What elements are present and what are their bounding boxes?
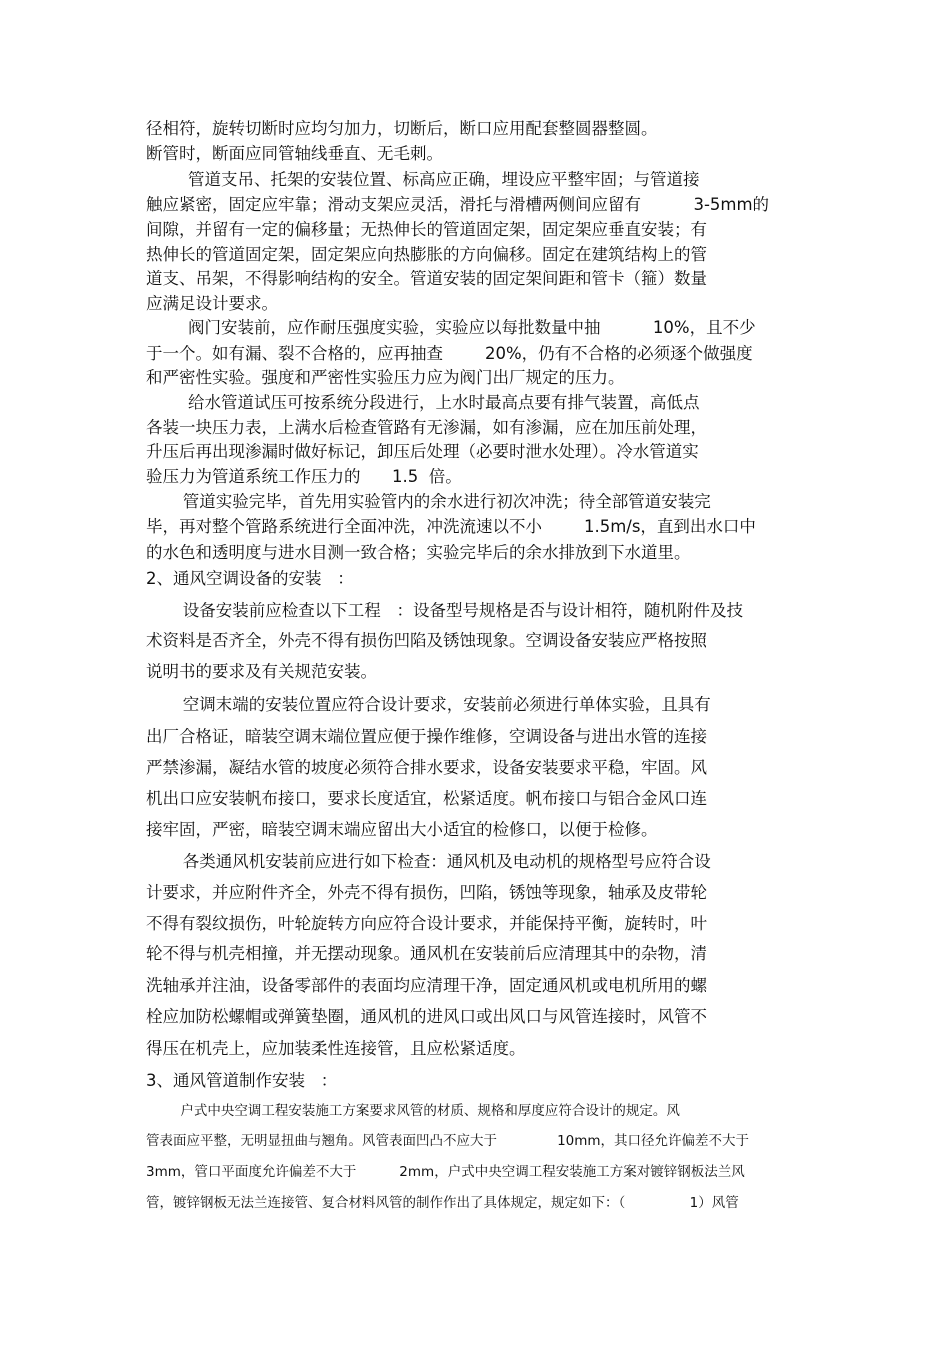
- text-line: 的水色和透明度与进水目测一致合格；实验完毕后的余水排放到下水道里。: [146, 543, 691, 562]
- text-line: 接牢固，严密，暗装空调末端应留出大小适宜的检修口，以便于检修。: [146, 820, 658, 839]
- text-line: 热伸长的管道固定架，固定架应向热膨胀的方向偏移。固定在建筑结构上的管: [146, 245, 707, 264]
- text-line: 轮不得与机壳相撞，并无摆动现象。通风机在安装前后应清理其中的杂物，清: [146, 944, 707, 963]
- text-line: 管道支吊、托架的安装位置、标高应正确，埋设应平整牢固；与管道接: [146, 170, 700, 189]
- text-line: 不得有裂纹损伤，叶轮旋转方向应符合设计要求，并能保持平衡，旋转时，叶: [146, 914, 707, 933]
- text-line: 洗轴承并注油，设备零部件的表面均应清理干净，固定通风机或电机所用的螺: [146, 976, 707, 995]
- text-line: 径相符，旋转切断时应均匀加力，切断后，断口应用配套整圆器整圆。: [146, 119, 658, 138]
- text-line: 严禁渗漏，凝结水管的坡度必须符合排水要求，设备安装要求平稳，牢固。风: [146, 758, 707, 777]
- text-line: 计要求，并应附件齐全，外壳不得有损伤，凹陷，锈蚀等现象，轴承及皮带轮: [146, 883, 707, 902]
- text-line: 栓应加防松螺帽或弹簧垫圈，通风机的进风口或出风口与风管连接时，风管不: [146, 1007, 707, 1026]
- text-line: 阀门安装前，应作耐压强度实验，实验应以每批数量中抽 10%，且不少: [146, 318, 756, 337]
- text-line: 各类通风机安装前应进行如下检查：通风机及电动机的规格型号应符合设: [146, 852, 711, 871]
- text-line: 于一个。如有漏、裂不合格的，应再抽查 20%，仍有不合格的必须逐个做强度: [146, 344, 753, 363]
- text-line: 3mm，管口平面度允许偏差不大于 2mm，户式中央空调工程安装施工方案对镀锌钢板法兰风: [146, 1164, 745, 1180]
- text-line: 机出口应安装帆布接口，要求长度适宜，松紧适度。帆布接口与铝合金风口连: [146, 789, 707, 808]
- text-line: 给水管道试压可按系统分段进行，上水时最高点要有排气装置，高低点: [146, 393, 700, 412]
- text-line: 得压在机壳上，应加装柔性连接管，且应松紧适度。: [146, 1039, 526, 1058]
- text-line: 触应紧密，固定应牢靠；滑动支架应灵活，滑托与滑槽两侧间应留有 3-5mm的: [146, 195, 770, 214]
- text-line: 毕，再对整个管路系统进行全面冲洗，冲洗流速以不小 1.5m/s，直到出水口中: [146, 517, 756, 536]
- text-line: 空调末端的安装位置应符合设计要求，安装前必须进行单体实验，且具有: [146, 695, 711, 714]
- section-heading: 3、通风管道制作安装 ：: [146, 1071, 338, 1090]
- text-line: 各装一块压力表，上满水后检查管路有无渗漏，如有渗漏，应在加压前处理，: [146, 418, 707, 437]
- text-line: 断管时，断面应同管轴线垂直、无毛刺。: [146, 144, 443, 163]
- text-line: 管道实验完毕，首先用实验管内的余水进行初次冲洗；待全部管道安装完: [146, 492, 711, 511]
- section-heading: 2、通风空调设备的安装 ：: [146, 569, 354, 588]
- text-line: 出厂合格证，暗装空调末端位置应便于操作维修，空调设备与进出水管的连接: [146, 727, 707, 746]
- text-line: 应满足设计要求。: [146, 294, 278, 313]
- text-line: 管，镀锌钢板无法兰连接管、复合材料风管的制作作出了具体规定，规定如下：（ 1）风管: [146, 1195, 739, 1211]
- text-line: 和严密性实验。强度和严密性实验压力应为阀门出厂规定的压力。: [146, 368, 625, 387]
- text-line: 术资料是否齐全，外壳不得有损伤凹陷及锈蚀现象。空调设备安装应严格按照: [146, 631, 707, 650]
- text-line: 说明书的要求及有关规范安装。: [146, 662, 377, 681]
- text-line: 道支、吊架，不得影响结构的安全。管道安装的固定架间距和管卡（箍）数量: [146, 269, 707, 288]
- text-line: 升压后再出现渗漏时做好标记，卸压后处理（必要时泄水处理）。冷水管道实: [146, 442, 699, 461]
- text-line: 验压力为管道系统工作压力的 1.5 倍。: [146, 467, 462, 486]
- text-line: 管表面应平整，无明显扭曲与翘角。风管表面凹凸不应大于 10mm，其口径允许偏差不大于: [146, 1133, 750, 1149]
- text-line: 设备安装前应检查以下工程 ：设备型号规格是否与设计相符，随机附件及技: [146, 601, 743, 620]
- text-line: 间隙，并留有一定的偏移量；无热伸长的管道固定架，固定架应垂直安装；有: [146, 220, 707, 239]
- text-line: 户式中央空调工程安装施工方案要求风管的材质、规格和厚度应符合设计的规定。风: [146, 1103, 680, 1119]
